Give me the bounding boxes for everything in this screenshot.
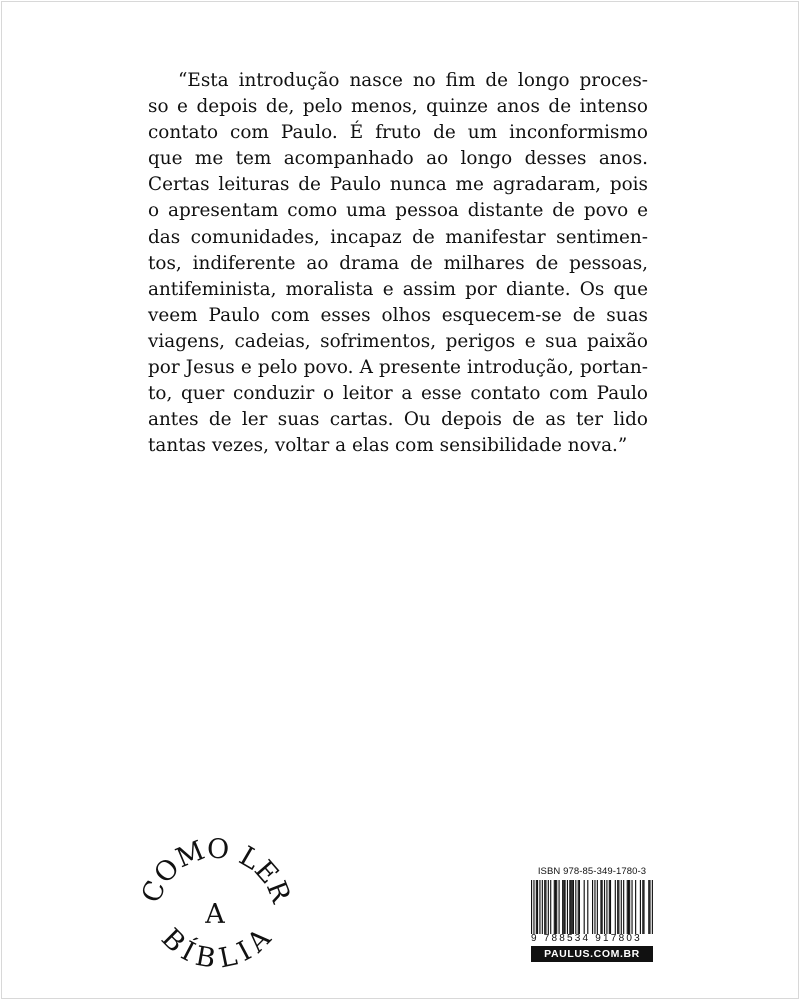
logo-bottom-text: BÍBLIA <box>155 922 278 975</box>
quote-line: viagens, cadeias, sofrimentos, perigos e sua paixão <box>148 330 648 352</box>
barcode-bar <box>617 880 618 934</box>
barcode-bar <box>606 880 607 934</box>
barcode-bar <box>642 880 643 934</box>
logo-center-text: A <box>205 899 225 930</box>
barcode-bar <box>548 880 549 934</box>
quote-line: contato com Paulo. É fruto de um inconformismo <box>148 122 648 144</box>
barcode-bar <box>643 880 644 934</box>
quote-line: por Jesus e pelo povo. A presente introdução, portan- <box>148 357 648 379</box>
quote-line: Certas leituras de Paulo nunca me agradaram, pois <box>148 174 648 196</box>
barcode-bar <box>556 880 557 934</box>
barcode-bar <box>573 880 574 934</box>
quote-line: antes de ler suas cartas. Ou depois de as ter lido <box>148 409 648 431</box>
barcode-bar <box>631 880 632 934</box>
barcode-bar <box>539 880 540 934</box>
barcode-bar <box>648 880 649 934</box>
barcode-bar <box>627 880 628 934</box>
barcode-bar <box>602 880 603 934</box>
barcode-bar <box>594 880 595 934</box>
barcode-bar <box>629 880 630 934</box>
barcode-bar <box>569 880 570 934</box>
back-cover-quote <box>148 68 648 459</box>
barcode-bar <box>652 880 653 934</box>
quote-line: so e depois de, pelo menos, quinze anos de intenso <box>148 96 648 118</box>
quote-line: to, quer conduzir o leitor a esse contato com Paulo <box>148 383 648 405</box>
barcode-block <box>531 866 653 962</box>
barcode-bar <box>578 880 579 934</box>
barcode-bar <box>559 880 560 934</box>
barcode-bar <box>567 880 568 934</box>
barcode-bar <box>550 880 551 934</box>
barcode-bar <box>587 880 588 934</box>
quote-line: que me tem acompanhado ao longo desses anos. <box>148 148 648 170</box>
barcode-bar <box>592 880 593 934</box>
barcode-bar <box>562 880 563 934</box>
barcode-bar <box>536 880 537 934</box>
barcode-bar <box>564 880 565 934</box>
barcode-bar <box>635 880 636 934</box>
quote-line: o apresentam como uma pessoa distante de povo e <box>148 200 648 222</box>
quote-line: veem Paulo com esses olhos esquecem-se de suas <box>148 304 648 326</box>
barcode-bar <box>640 880 641 934</box>
barcode-digits: 9 788534 917803 <box>531 933 642 944</box>
isbn-label: ISBN 978-85-349-1780-3 <box>537 866 647 877</box>
barcode-bar <box>623 880 624 934</box>
collection-logo <box>130 820 300 980</box>
barcode-bar <box>533 880 534 934</box>
barcode-bar <box>618 880 619 934</box>
barcode-bar <box>531 880 532 934</box>
barcode-bar <box>555 880 556 934</box>
barcode-bar <box>579 880 580 934</box>
barcode-bar <box>542 880 543 934</box>
barcode-bar <box>597 880 598 934</box>
barcode-bar <box>628 880 629 934</box>
barcode-bar <box>584 880 585 934</box>
barcode-bar <box>537 880 538 934</box>
quote-line: tos, indiferente ao drama de milhares de pessoas, <box>148 252 648 274</box>
barcode-bar <box>544 880 545 934</box>
quote-line: antifeminista, moralista e assim por diante. Os que <box>148 278 648 300</box>
quote-line: tantas vezes, voltar a elas com sensibilidade nova.” <box>148 435 628 457</box>
barcode-bar <box>610 880 611 934</box>
barcode-bar <box>649 880 650 934</box>
barcode-bar <box>609 880 610 934</box>
barcode-bar <box>570 880 571 934</box>
publisher-site: PAULUS.COM.BR <box>531 946 653 962</box>
barcode-bar <box>621 880 622 934</box>
barcode-bar <box>604 880 605 934</box>
barcode-bar <box>615 880 616 934</box>
logo-top-text: COMO LER <box>135 833 297 907</box>
barcode-bar <box>600 880 601 934</box>
quote-line: das comunidades, incapaz de manifestar sentimen- <box>148 226 648 248</box>
barcode-bar <box>554 880 555 934</box>
barcode-bar <box>563 880 564 934</box>
quote-line: “Esta introdução nasce no fim de longo proces- <box>178 70 648 91</box>
barcode-bar <box>575 880 576 934</box>
barcode-bar <box>545 880 546 934</box>
barcode-bars <box>531 880 653 934</box>
barcode-bar <box>572 880 573 934</box>
